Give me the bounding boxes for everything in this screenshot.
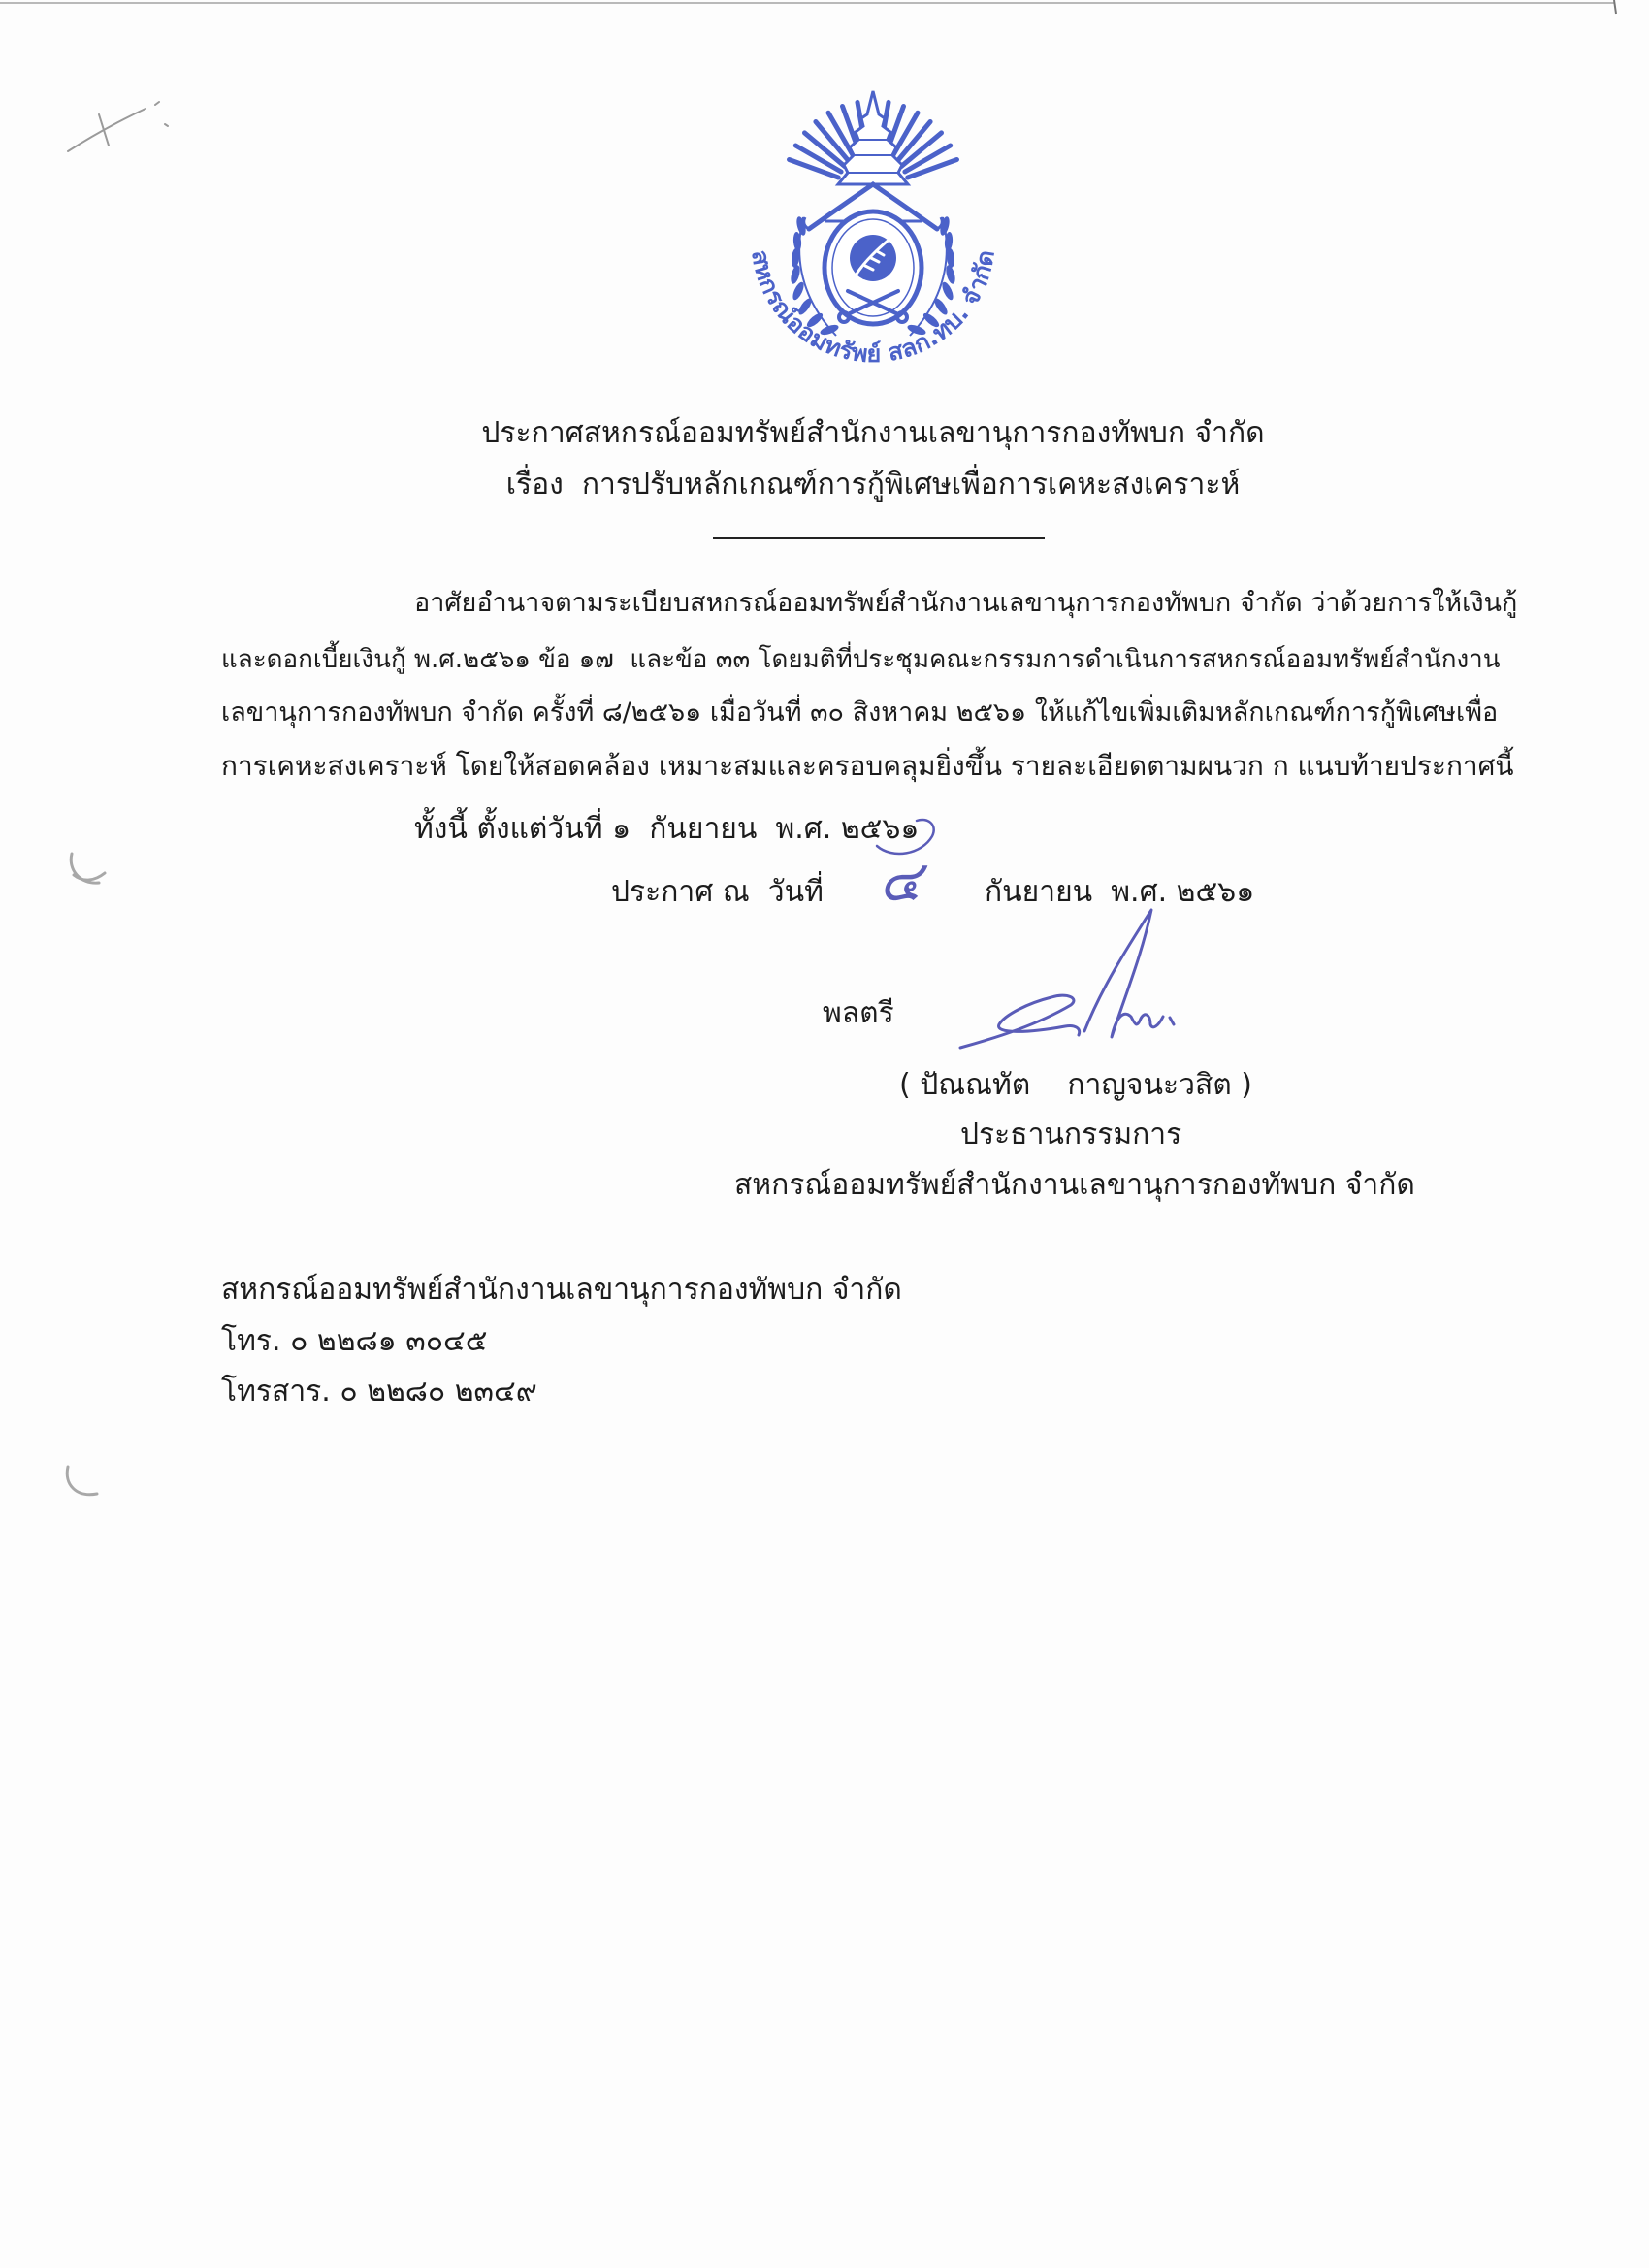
punch-hole-mark-lower <box>67 1467 97 1495</box>
signer-rank: พลตรี <box>823 996 894 1030</box>
announcement-title: ประกาศสหกรณ์ออมทรัพย์สำนักงานเลขานุการกองทัพบก จำกัด <box>481 416 1265 450</box>
subject-text: การปรับหลักเกณฑ์การกู้พิเศษเพื่อการเคหะสงเคราะห์ <box>581 468 1241 502</box>
signer-organization: สหกรณ์ออมทรัพย์สำนักงานเลขานุการกองทัพบก จำกัด <box>734 1168 1415 1202</box>
seal-crown-spire <box>838 91 908 184</box>
body-line-3: เลขานุการกองทัพบก จำกัด ครั้งที่ ๘/๒๕๖๑ เมื่อวันที่ ๓๐ สิงหาคม ๒๕๖๑ ให้แก้ไขเพิ่มเติมหลักเกณฑ์การกู้พิเศษเพื่อ <box>221 697 1499 728</box>
handwritten-signature <box>960 910 1174 1048</box>
footer-phone: โทร. ๐ ๒๒๘๑ ๓๐๔๕ <box>221 1324 488 1358</box>
scan-top-edge <box>0 2 1615 4</box>
subject-line <box>388 464 1358 506</box>
body-line-4: การเคหะสงเคราะห์ โดยให้สอดคล้อง เหมาะสมและครอบคลุมยิ่งขึ้น รายละเอียดตามผนวก ก แนบท้ายประกาศนี้ <box>221 750 1514 782</box>
body-line-2: และดอกเบี้ยเงินกู้ พ.ศ.๒๕๖๑ ข้อ ๑๗ และข้อ ๓๓ โดยมติที่ประชุมคณะกรรมการดำเนินการสหกรณ์ออมทรัพย์สำนักงาน <box>221 645 1501 674</box>
subject-label: เรื่อง <box>505 468 564 502</box>
effective-date: ทั้งนี้ ตั้งแต่วันที่ ๑ กันยายน พ.ศ. ๒๕๖๑ <box>414 812 920 846</box>
footer-organization: สหกรณ์ออมทรัพย์สำนักงานเลขานุการกองทัพบก จำกัด <box>221 1273 902 1307</box>
announce-date-suffix: กันยายน พ.ศ. ๒๕๖๑ <box>985 875 1255 909</box>
handwritten-day: ๔ <box>879 848 922 914</box>
footer-fax: โทรสาร. ๐ ๒๒๘๐ ๒๓๔๙ <box>221 1375 537 1409</box>
seal-ring-text-path: สหกรณ์ออมทรัพย์ สลก.ทบ. จำกัด <box>746 247 1000 369</box>
title-underline <box>713 537 1045 539</box>
body-line-1: อาศัยอำนาจตามระเบียบสหกรณ์ออมทรัพย์สำนักงานเลขานุการกองทัพบก จำกัด ว่าด้วยการให้เงินกู้ <box>414 588 1518 618</box>
punch-hole-mark-upper <box>71 854 105 883</box>
signer-position: ประธานกรรมการ <box>960 1118 1182 1151</box>
signer-name: ( ปัณณทัต กาญจนะวสิต ) <box>899 1068 1252 1102</box>
pencil-mark <box>68 102 168 151</box>
cooperative-seal <box>737 76 1009 396</box>
announce-date-prefix: ประกาศ ณ วันที่ <box>611 875 824 909</box>
